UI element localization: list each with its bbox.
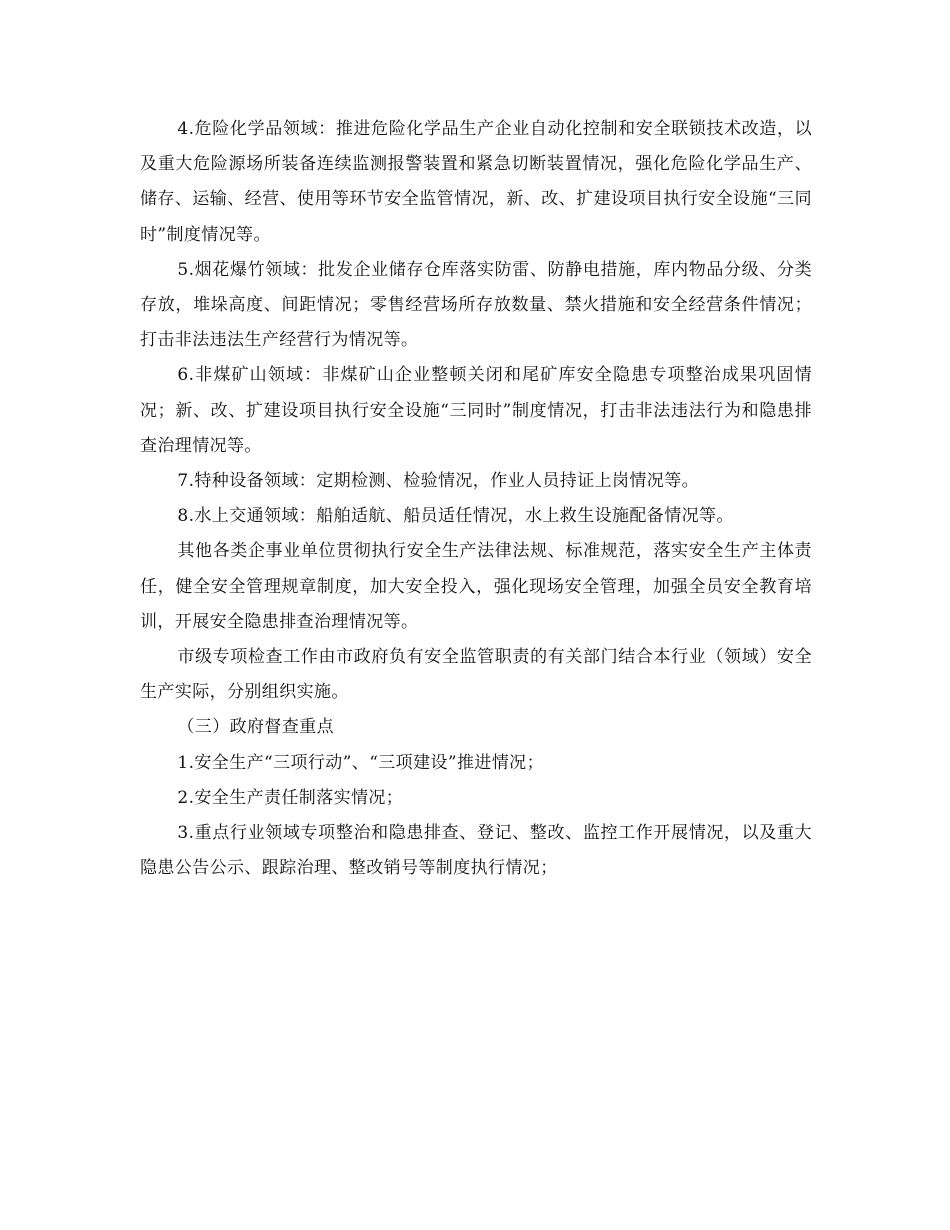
list-item-key-industries: 3.重点行业领域专项整治和隐患排查、登记、整改、监控工作开展情况，以及重大隐患公告公示、跟踪治理、整改销号等制度执行情况； [140, 823, 812, 879]
paragraph-hazardous-chemicals: 4.危险化学品领域：推进危险化学品生产企业自动化控制和安全联锁技术改造，以及重大危险源场所装备连续监测报警装置和紧急切断装置情况，强化危险化学品生产、储存、运输、经营、使用等环节安全监管情况，新、改、扩建设项目执行安全设施“三同时”制度情况等。 [140, 119, 812, 245]
paragraph-municipal-inspection: 市级专项检查工作由市政府负有安全监管职责的有关部门结合本行业（领域）安全生产实际，分别组织实施。 [140, 647, 812, 703]
paragraph-fireworks: 5.烟花爆竹领域：批发企业储存仓库落实防雷、防静电措施，库内物品分级、分类存放，堆垛高度、间距情况；零售经营场所存放数量、禁火措施和安全经营条件情况；打击非法违法生产经营行为情况等。 [140, 259, 812, 351]
paragraph-non-coal-mines: 6.非煤矿山领域：非煤矿山企业整顿关闭和尾矿库安全隐患专项整治成果巩固情况；新、改、扩建设项目执行安全设施“三同时”制度情况，打击非法违法行为和隐患排查治理情况等。 [140, 365, 812, 456]
section-heading-government-supervision: （三）政府督查重点 [177, 717, 334, 738]
list-item-three-actions: 1.安全生产“三项行动”、“三项建设”推进情况； [177, 752, 544, 773]
list-item-responsibility-system: 2.安全生产责任制落实情况； [177, 787, 404, 808]
paragraph-water-transport: 8.水上交通领域：船舶适航、船员适任情况，水上救生设施配备情况等。 [177, 506, 734, 527]
paragraph-other-enterprises: 其他各类企事业单位贯彻执行安全生产法律法规、标准规范，落实安全生产主体责任，健全安全管理规章制度，加大安全投入，强化现场安全管理，加强全员安全教育培训，开展安全隐患排查治理情况等。 [140, 541, 812, 632]
paragraph-special-equipment: 7.特种设备领域：定期检测、检验情况，作业人员持证上岗情况等。 [177, 471, 700, 492]
document-body [140, 112, 812, 886]
